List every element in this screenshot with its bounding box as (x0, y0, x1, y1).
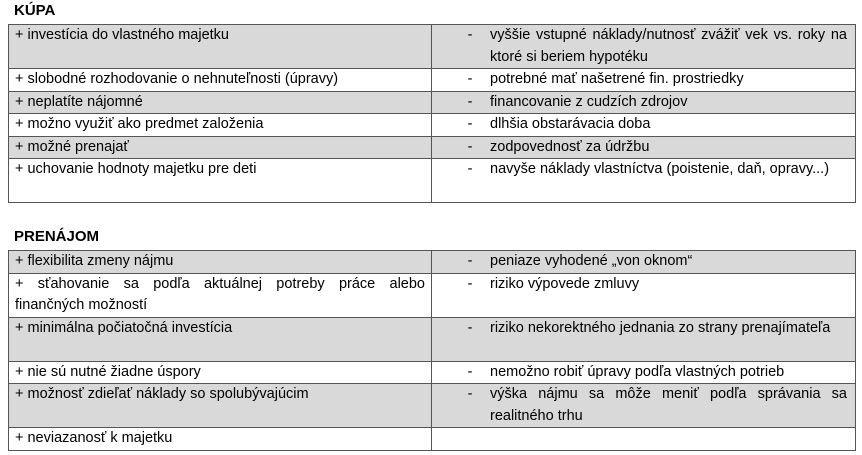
dash: - (467, 253, 473, 269)
con-cell (432, 69, 856, 92)
pro-cell: + flexibilita zmeny nájmu (9, 251, 432, 274)
con-cell (432, 273, 856, 317)
prenajom-heading: PRENÁJOM (14, 228, 100, 245)
pro-cell: + možno využiť ako predmet založenia (9, 114, 432, 137)
kupa-table (8, 24, 856, 203)
con-text: nemožno robiť úpravy podľa vlastných potrieb (490, 363, 785, 380)
con-cell (432, 91, 856, 114)
con-text: riziko nekorektného jednania zo strany prenajímateľa (490, 319, 831, 336)
dash: - (467, 27, 473, 43)
pro-cell: + uchovanie hodnoty majetku pre deti (9, 159, 432, 203)
con-cell (432, 136, 856, 159)
dash: - (467, 161, 473, 177)
con-text: riziko výpovede zmluvy (490, 275, 640, 292)
pro-cell: + neviazanosť k majetku (9, 428, 432, 451)
con-text: navyše náklady vlastníctva (poistenie, daň, opravy...) (490, 161, 830, 177)
dash: - (467, 116, 473, 132)
con-cell (432, 251, 856, 274)
dash: - (467, 363, 473, 380)
con-text: peniaze vyhodené „von oknom“ (490, 253, 693, 269)
pro-cell: + sťahovanie sa podľa aktuálnej potreby práce alebo finančných možností (9, 273, 432, 317)
con-cell (432, 114, 856, 137)
pro-cell: + možnosť zdieľať náklady so spolubývajúcim (9, 384, 432, 428)
table-row (9, 361, 856, 384)
table-row (9, 317, 856, 361)
dash: - (467, 93, 473, 110)
table-row (9, 159, 856, 203)
con-cell (432, 159, 856, 203)
con-text: dlhšia obstarávacia doba (490, 116, 651, 132)
con-cell (432, 428, 856, 451)
table-row (9, 428, 856, 451)
con-text: vyššie vstupné náklady/nutnosť zvážiť vek vs. roky na ktoré si beriem hypotéku (490, 27, 847, 65)
con-text: potrebné mať našetrené fin. prostriedky (490, 71, 744, 87)
con-text: zodpovednosť za údržbu (490, 138, 650, 155)
con-text: výška nájmu sa môže meniť podľa správania sa realitného trhu (490, 386, 847, 424)
con-cell (432, 25, 856, 69)
con-cell (432, 384, 856, 428)
table-row (9, 273, 856, 317)
dash: - (467, 71, 473, 87)
dash: - (467, 138, 473, 155)
table-row (9, 384, 856, 428)
pro-cell: + investícia do vlastného majetku (9, 25, 432, 69)
con-cell (432, 317, 856, 361)
pro-cell: + minimálna počiatočná investícia (9, 317, 432, 361)
pro-cell: + možné prenajať (9, 136, 432, 159)
table-row (9, 251, 856, 274)
con-text: financovanie z cudzích zdrojov (490, 93, 688, 110)
table-row (9, 91, 856, 114)
con-cell (432, 361, 856, 384)
table-row (9, 69, 856, 92)
table-row (9, 136, 856, 159)
dash: - (467, 275, 473, 292)
dash: - (467, 319, 473, 336)
table-row (9, 25, 856, 69)
pro-cell: + neplatíte nájomné (9, 91, 432, 114)
table-row (9, 114, 856, 137)
dash: - (467, 386, 473, 402)
pro-cell: + nie sú nutné žiadne úspory (9, 361, 432, 384)
kupa-heading: KÚPA (14, 2, 56, 19)
pro-cell: + slobodné rozhodovanie o nehnuteľnosti (úpravy) (9, 69, 432, 92)
prenajom-table (8, 250, 856, 451)
